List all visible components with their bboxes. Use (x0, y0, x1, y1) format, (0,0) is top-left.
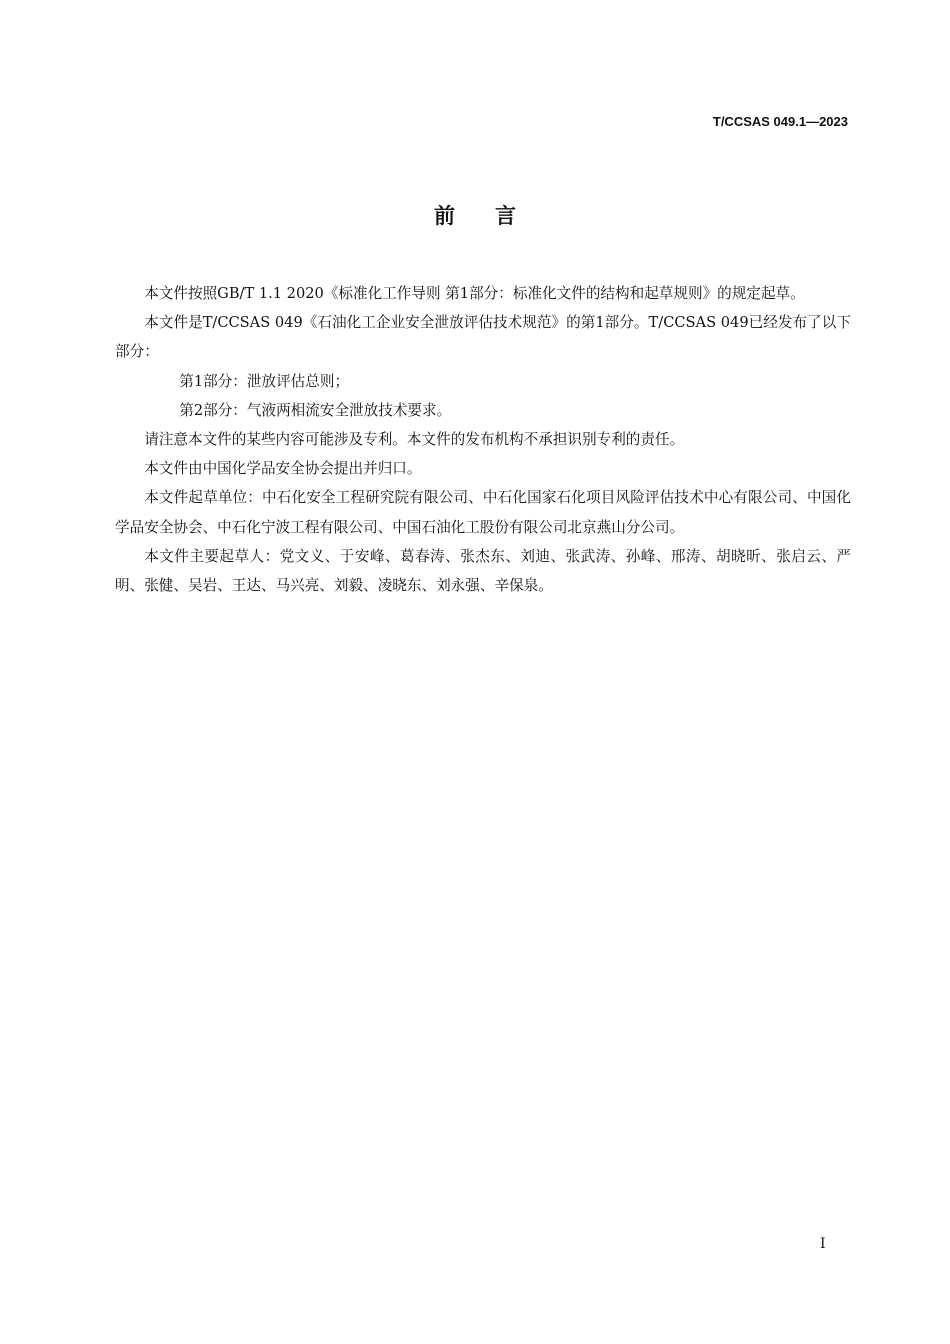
paragraph-series-parts: 本文件是T/CCSAS 049《石油化工企业安全泄放评估技术规范》的第1部分。T/CCSAS 049已经发布了以下部分： (115, 314, 851, 361)
foreword-body (115, 279, 851, 600)
list-item-part-1: 第1部分：泄放评估总则； (179, 372, 350, 390)
paragraph-patent-notice: 请注意本文件的某些内容可能涉及专利。本文件的发布机构不承担识别专利的责任。 (144, 431, 685, 449)
paragraph-drafters: 本文件主要起草人：党文义、于安峰、葛春涛、张杰东、刘迪、张武涛、孙峰、邢涛、胡晓昕、张启云、严明、张健、吴岩、王达、马兴亮、刘毅、凌晓东、刘永强、辛保泉。 (115, 547, 851, 595)
paragraph-drafting-units: 本文件起草单位：中石化安全工程研究院有限公司、中石化国家石化项目风险评估技术中心有限公司、中国化学品安全协会、中石化宁波工程有限公司、中国石油化工股份有限公司北京燕山分公司。 (115, 489, 851, 536)
page-title: 前言 (434, 204, 556, 228)
list-item-part-2: 第2部分：气液两相流安全泄放技术要求。 (179, 401, 452, 419)
paragraph-proposer: 本文件由中国化学品安全协会提出并归口。 (144, 460, 422, 478)
page-number: I (820, 1236, 826, 1252)
document-number-header: T/CCSAS 049.1—2023 (712, 114, 848, 129)
paragraph-drafting-rules: 本文件按照GB/T 1.1 2020《标准化工作导则 第1部分：标准化文件的结构和起草规则》的规定起草。 (144, 285, 805, 302)
